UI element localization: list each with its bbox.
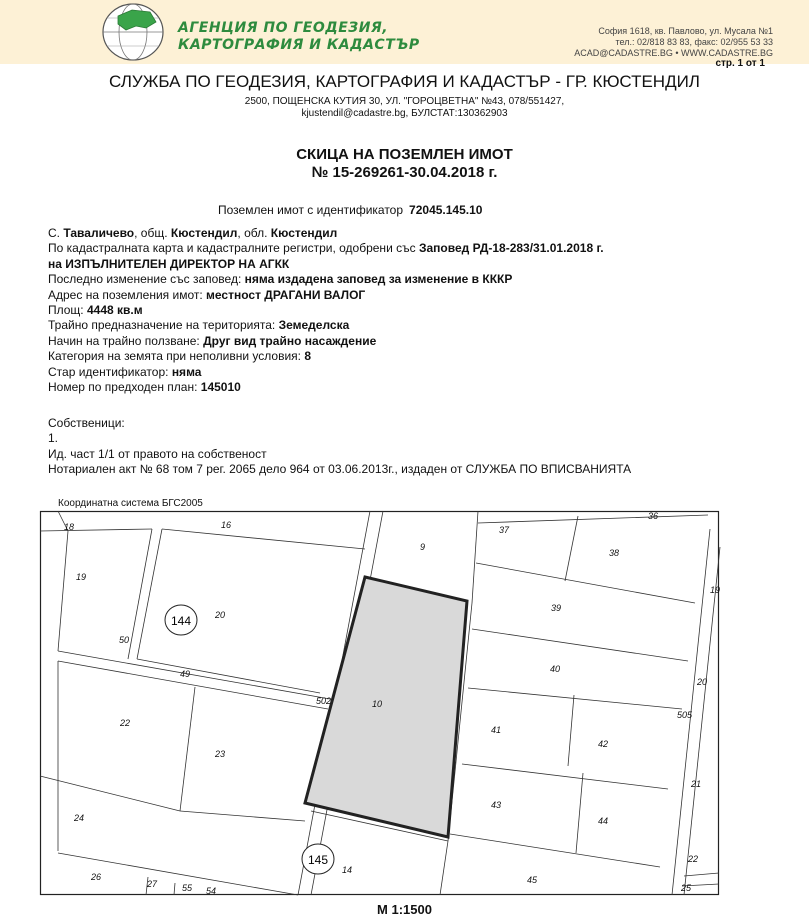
parcel-label-14: 14 <box>342 865 353 875</box>
contact-email: ACAD@CADASTRE.BG • WWW.CADASTRE.BG <box>574 48 773 58</box>
parcel-label-55: 55 <box>182 883 193 893</box>
parcel-label-21: 21 <box>691 779 702 789</box>
parcel-label-43: 43 <box>491 800 502 810</box>
service-address-line: 2500, ПОЩЕНСКА КУТИЯ 30, УЛ. "ГОРОЦВЕТНА" №43, 078/551427, <box>244 96 565 107</box>
parcel-label-9: 9 <box>420 542 426 552</box>
parcel-label-18: 18 <box>64 522 75 532</box>
municipality: Кюстендил <box>170 226 238 240</box>
prev-plan-label: Номер по предходен план: <box>48 380 198 395</box>
purpose-line <box>48 318 604 333</box>
identifier-line <box>218 203 482 217</box>
map-scale: М 1:1500 <box>377 902 432 917</box>
last-change-value: няма издадена заповед за изменение в КККР <box>244 272 513 287</box>
parcel-label-39: 39 <box>551 603 562 613</box>
area-label: Площ: <box>48 303 84 318</box>
document-number: № 15-269261-30.04.2018 г. <box>311 164 498 181</box>
parcel-label-22: 22 <box>120 718 131 728</box>
parcel-label-22-right: 22 <box>688 854 699 864</box>
order-by-line <box>48 257 604 272</box>
parcel-label-24: 24 <box>74 813 85 823</box>
agency-name-line1: АГЕНЦИЯ ПО ГЕОДЕЗИЯ, <box>178 20 389 36</box>
parcel-label-38: 38 <box>609 548 620 558</box>
usage-line <box>48 334 604 349</box>
page-indicator: стр. 1 от 1 <box>715 58 765 69</box>
parcel-label-36: 36 <box>648 511 659 521</box>
village: Таваличево <box>63 226 135 240</box>
owner-index: 1. <box>48 431 59 446</box>
agency-globe-logo-icon <box>96 2 170 62</box>
parcel-label-26: 26 <box>91 872 102 882</box>
parcel-label-50: 50 <box>119 635 130 645</box>
agency-name-line2: КАРТОГРАФИЯ И КАДАСТЪР <box>178 37 420 53</box>
category-line <box>48 349 604 364</box>
approval-order: Заповед РД-18-283/31.01.2018 г. <box>418 241 604 256</box>
owners-heading: Собственици: <box>48 416 125 430</box>
usage-label: Начин на трайно ползване: <box>48 333 200 348</box>
address-line <box>48 288 604 303</box>
location-line <box>48 226 604 241</box>
category-label: Категория на земята при неполивни условия: <box>48 349 301 364</box>
block-145-label: 145 <box>307 853 329 867</box>
parcel-label-42: 42 <box>598 739 609 749</box>
usage-value: Друг вид трайно насаждение <box>203 333 377 348</box>
parcel-label-20: 20 <box>215 610 226 620</box>
prev-plan-line <box>48 380 604 395</box>
header-band <box>0 0 809 64</box>
old-id-label: Стар идентификатор: <box>48 364 169 379</box>
purpose-label: Трайно предназначение на територията: <box>48 318 276 333</box>
service-title: СЛУЖБА ПО ГЕОДЕЗИЯ, КАРТОГРАФИЯ И КАДАСТЪР - ГР. КЮСТЕНДИЛ <box>109 72 700 91</box>
province-prefix: , обл. <box>237 226 268 240</box>
address-value: местност ДРАГАНИ ВАЛОГ <box>206 287 366 302</box>
parcel-label-20-right: 20 <box>697 677 708 687</box>
parcel-label-54: 54 <box>206 886 217 896</box>
village-prefix: С. <box>48 226 60 240</box>
contact-phone: тел.: 02/818 83 83, факс: 02/955 53 33 <box>615 37 773 47</box>
property-info <box>48 226 604 395</box>
parcel-label-19: 19 <box>76 572 87 582</box>
parcel-label-16: 16 <box>221 520 232 530</box>
old-id-line <box>48 365 604 380</box>
contact-address: София 1618, кв. Павлово, ул. Мусала №1 <box>598 26 773 36</box>
coordinate-system-label: Координатна система БГС2005 <box>58 498 203 509</box>
agency-name <box>178 20 420 54</box>
province: Кюстендил <box>270 226 338 240</box>
service-address <box>0 96 809 120</box>
parcel-label-49: 49 <box>180 669 191 679</box>
order-by: на ИЗПЪЛНИТЕЛЕН ДИРЕКТОР НА АГКК <box>48 256 290 271</box>
parcel-label-44: 44 <box>598 816 609 826</box>
owner-share: Ид. част 1/1 от правото на собственост <box>48 446 267 461</box>
parcel-label-502: 502 <box>316 696 332 706</box>
area-value: 4448 кв.м <box>87 303 143 318</box>
document-title-block <box>0 146 809 182</box>
parcel-label-45: 45 <box>527 875 538 885</box>
category-value: 8 <box>304 349 312 364</box>
prev-plan-value: 145010 <box>200 380 241 395</box>
parcel-label-25: 25 <box>681 883 692 893</box>
address-label: Адрес на поземления имот: <box>48 287 203 302</box>
identifier-label: Поземлен имот с идентификатор <box>218 203 404 217</box>
parcel-label-19-right: 19 <box>710 585 721 595</box>
last-change-line <box>48 272 604 287</box>
municipality-prefix: , общ. <box>134 226 168 240</box>
purpose-value: Земеделска <box>278 318 350 333</box>
parcel-label-505: 505 <box>677 710 693 720</box>
approval-line <box>48 241 604 256</box>
parcel-label-23: 23 <box>215 749 226 759</box>
parcel-label-41: 41 <box>491 725 502 735</box>
area-line <box>48 303 604 318</box>
approval-text: По кадастралната карта и кадастралните регистри, одобрени със <box>48 241 416 256</box>
document-title: СКИЦА НА ПОЗЕМЛЕН ИМОТ <box>296 146 513 163</box>
last-change-label: Последно изменение със заповед: <box>48 272 242 287</box>
owners-section <box>48 416 631 478</box>
old-id-value: няма <box>171 364 202 379</box>
service-contacts-line: kjustendil@cadastre.bg, БУЛСТАТ:130362903 <box>301 108 508 119</box>
cadastral-map <box>40 511 719 895</box>
parcel-label-10: 10 <box>372 699 383 709</box>
owner-deed: Нотариален акт № 68 том 7 рег. 2065 дело 964 от 03.06.2013г., издаден от СЛУЖБА ПО ВПИСВАНИЯТА <box>48 462 632 477</box>
agency-contact <box>574 26 773 59</box>
parcel-label-40: 40 <box>550 664 561 674</box>
parcel-label-27: 27 <box>147 879 158 889</box>
block-144-label: 144 <box>170 614 192 628</box>
parcel-label-37: 37 <box>499 525 510 535</box>
identifier-value: 72045.145.10 <box>409 203 483 217</box>
